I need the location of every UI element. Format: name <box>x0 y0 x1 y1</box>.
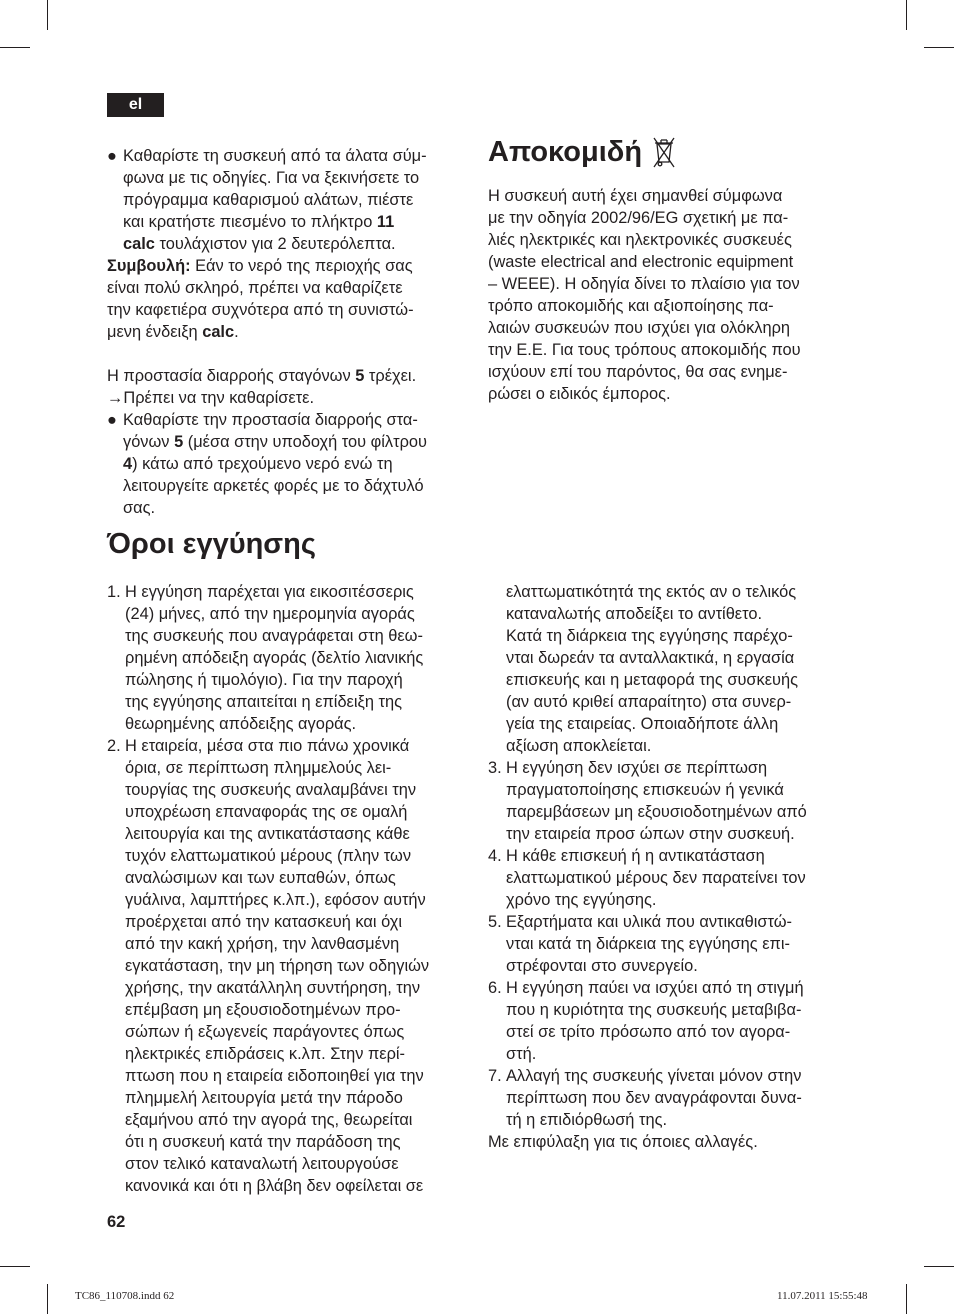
warranty-line: θεωρημένης απόδειξης αγοράς. <box>125 715 357 733</box>
warranty-line: (αν αυτό κριθεί απαραίτητο) στα συνερ- <box>506 693 792 711</box>
warranty-line: (24) μήνες, από την ημερομηνία αγοράς <box>125 605 415 623</box>
left-column-top <box>107 145 467 519</box>
warranty-line: ηλεκτρικές επιδράσεις κ.λπ. Στην περί- <box>125 1045 405 1063</box>
drip-clean-line: Καθαρίστε την προστασία διαρροής στα- <box>123 411 418 429</box>
item-number: 7. <box>488 1067 502 1085</box>
tip-line: μενη ένδειξη <box>107 323 203 341</box>
arrow-instruction <box>107 387 467 409</box>
drip-number: 5 <box>355 367 365 385</box>
drip-clean-num: 5 <box>174 433 184 451</box>
item-number: 3. <box>488 759 502 777</box>
tip-end: . <box>234 323 239 341</box>
disposal-line: λιές ηλεκτρικές και ηλεκτρονικές συσκευές <box>488 231 792 249</box>
disposal-line: ισχύουν επί του παρόντος, θα σας ενημε- <box>488 363 788 381</box>
warranty-line: της εγγύησης απαιτείται η επίδειξη της <box>125 693 403 711</box>
disposal-line: ρώσει ο ειδικός έμπορος. <box>488 385 671 403</box>
tip-text: Εάν το νερό της περιοχής σας <box>190 257 413 275</box>
warranty-line: ρημένη απόδειξη αγοράς (δελτίο λιανικής <box>125 649 424 667</box>
drip-text-end: τρέχει. <box>364 367 417 385</box>
warranty-item <box>107 581 469 735</box>
drip-clean-line: λειτουργείτε αρκετές φορές με το δάχτυλό <box>123 477 424 495</box>
disposal-line: (waste electrical and electronic equipment <box>488 253 794 271</box>
warranty-line: περίπτωση που δεν αναγράφονται δυνα- <box>506 1089 802 1107</box>
warranty-line: τουργίας της συσκευής αναλαμβάνει την <box>125 781 417 799</box>
warranty-line: πραγματοποίησης επισκευών ή γενικά <box>506 781 784 799</box>
disposal-line: την Ε.Ε. Για τους τρόπους αποκομιδής που <box>488 341 801 359</box>
descale-key-label: calc <box>123 235 155 253</box>
warranty-line: χρόνο της εγγύησης. <box>506 891 657 909</box>
warranty-line: προέρχεται από την κατασκευή και όχι <box>125 913 403 931</box>
language-tab: el <box>107 93 164 117</box>
tip-calc-key: calc <box>202 323 235 341</box>
crop-mark <box>924 47 954 48</box>
warranty-line: σώπων ή εξωγενείς παράγοντες όπως <box>125 1023 405 1041</box>
warranty-item <box>488 757 850 845</box>
disposal-line: Η συσκευή αυτή έχει σημανθεί σύμφωνα <box>488 187 783 205</box>
warranty-line: αναλώσιμων και των ευπαθών, όπως <box>125 869 396 887</box>
warranty-line: επισκευής και η μεταφορά της συσκευής <box>506 671 799 689</box>
warranty-item-continued <box>488 581 850 757</box>
warranty-line: πλημμελή λειτουργία μετά την πάροδο <box>125 1089 403 1107</box>
warranty-line: γυάλινα, λαμπτήρες κ.λπ.), εφόσον αυτήν <box>125 891 426 909</box>
warranty-item <box>488 977 850 1065</box>
drip-clean-line: (μέσα στην υποδοχή του φίλτρου <box>183 433 427 451</box>
drip-status <box>107 365 467 387</box>
warranty-heading <box>107 527 316 561</box>
warranty-line: νται δωρεάν τα ανταλλακτικά, η εργασία <box>506 649 795 667</box>
drip-clean-bullet <box>107 409 467 519</box>
arrow-text: Πρέπει να την καθαρίσετε. <box>123 389 315 407</box>
descale-bullet <box>107 145 467 255</box>
timestamp-slug: 11.07.2011 15:55:48 <box>777 1290 868 1302</box>
warranty-line: στή. <box>506 1045 537 1063</box>
warranty-line: λειτουργία και της αντικατάστασης κάθε <box>125 825 410 843</box>
crop-mark <box>47 0 48 30</box>
item-number: 6. <box>488 979 502 997</box>
arrow-right-icon: → <box>107 389 124 407</box>
warranty-line: Η εγγύηση παύει να ισχύει από τη στιγμή <box>506 979 804 997</box>
file-slug: TC86_110708.indd 62 <box>75 1290 175 1302</box>
warranty-line: χρήσης, την ακατάλληλη συντήρηση, την <box>125 979 421 997</box>
bullet-icon: ● <box>107 411 117 429</box>
warranty-line: πτωση που η εταιρεία ειδοποιηθεί για την <box>125 1067 424 1085</box>
warranty-line: νται κατά τη διάρκεια της εγγύησης επι- <box>506 935 790 953</box>
warranty-line: Η εγγύηση δεν ισχύει σε περίπτωση <box>506 759 768 777</box>
item-number: 1. <box>107 583 121 601</box>
crop-mark <box>906 0 907 30</box>
warranty-title: Όροι εγγύησης <box>107 528 316 560</box>
warranty-line: Αλλαγή της συσκευής γίνεται μόνον στην <box>506 1067 802 1085</box>
warranty-right-column <box>488 581 850 1153</box>
tip-line: την καφετιέρα συχνότερα από τη συνιστώ- <box>107 301 414 319</box>
crop-mark <box>0 47 30 48</box>
warranty-line: κανονικά και ότι η βλάβη δεν οφείλεται σε <box>125 1177 424 1195</box>
warranty-line: στρέφονται στο συνεργείο. <box>506 957 698 975</box>
warranty-line: εξαμήνου από την αγορά της, θεωρείται <box>125 1111 413 1129</box>
page-number: 62 <box>107 1213 126 1231</box>
warranty-line: που η κυριότητα της συσκευής μεταβιβα- <box>506 1001 802 1019</box>
warranty-line: γεία της εταιρείας. Οποιαδήποτε άλλη <box>506 715 779 733</box>
warranty-line: αξίωση αποκλείεται. <box>506 737 652 755</box>
warranty-line: την εταιρεία προσ ώπων στην συσκευή. <box>506 825 795 843</box>
warranty-line: ελαττωματικότητά της εκτός αν ο τελικός <box>506 583 797 601</box>
crop-mark <box>924 1266 954 1267</box>
disposal-line: – WEEE). Η οδηγία δίνει το πλαίσιο για τον <box>488 275 800 293</box>
warranty-line: όρια, σε περίπτωση πλημμελούς λει- <box>125 759 392 777</box>
crop-mark <box>0 1266 30 1267</box>
warranty-line: παρεμβάσεων μη εξουσιοδοτημένων από <box>506 803 807 821</box>
warranty-line: ελαττωματικού μέρους δεν παρατείνει τον <box>506 869 806 887</box>
warranty-item <box>488 845 850 911</box>
warranty-item <box>107 735 469 1197</box>
warranty-line: εγκατάσταση, την μη τήρηση των οδηγιών <box>125 957 430 975</box>
descale-key-number: 11 <box>376 213 395 231</box>
warranty-line: τυχόν ελαττωματικού μέρους (πλην των <box>125 847 412 865</box>
warranty-left-column <box>107 581 469 1197</box>
disposal-line: με την οδηγία 2002/96/EG σχετική με πα- <box>488 209 789 227</box>
warranty-line: καταναλωτής αποδείξει το αντίθετο. <box>506 605 763 623</box>
drip-clean-line: γόνων <box>123 433 175 451</box>
disposal-line: τρόπο αποκομιδής και αξιοποίησης πα- <box>488 297 774 315</box>
warranty-line: Η εγγύηση παρέχεται για εικοσιτέσσερις <box>125 583 414 601</box>
closing-note: Με επιφύλαξη για τις όποιες αλλαγές. <box>488 1133 758 1151</box>
warranty-line: Η κάθε επισκευή ή η αντικατάσταση <box>506 847 765 865</box>
warranty-line: στον τελικό καταναλωτή λειτουργούσε <box>125 1155 399 1173</box>
drip-text: Η προστασία διαρροής σταγόνων <box>107 367 356 385</box>
item-number: 5. <box>488 913 502 931</box>
drip-clean-line: σας. <box>123 499 156 517</box>
warranty-line: της συσκευής που αναγράφεται στη θεω- <box>125 627 423 645</box>
drip-clean-line: ) κάτω από τρεχούμενο νερό ενώ τη <box>132 455 393 473</box>
descale-text: Καθαρίστε τη συσκευή από τα άλατα σύμ- φωνα με τις οδηγίες. Για να ξεκινήσετε το πρόγραμμα καθαρισμού αλάτων, πιέστε και κρατήστε πιεσμένο το πλήκτρο <box>123 147 427 231</box>
drip-clean-num: 4 <box>123 455 133 473</box>
warranty-item <box>488 1065 850 1131</box>
warranty-line: υποχρέωση επαναφοράς της σε ομαλή <box>125 803 408 821</box>
disposal-body <box>488 185 848 405</box>
descale-tail: τουλάχιστον για 2 δευτερόλεπτα. <box>154 235 396 253</box>
disposal-heading <box>488 135 676 169</box>
warranty-line: από την κακή χρήση, την λανθασμένη <box>125 935 400 953</box>
warranty-line: Εξαρτήματα και υλικά που αντικαθιστώ- <box>506 913 793 931</box>
disposal-title: Αποκομιδή <box>488 136 643 168</box>
tip-line: είναι πολύ σκληρό, πρέπει να καθαρίζετε <box>107 279 403 297</box>
warranty-line: ότι η συσκευή κατά την παράδοση της <box>125 1133 401 1151</box>
tip-label: Συμβουλή: <box>107 257 191 275</box>
warranty-line: Η εταιρεία, μέσα στα πιο πάνω χρονικά <box>125 737 410 755</box>
item-number: 2. <box>107 737 121 755</box>
warranty-line: στεί σε τρίτο πρόσωπο από τον αγορα- <box>506 1023 791 1041</box>
warranty-line: Κατά τη διάρκεια της εγγύησης παρέχο- <box>506 627 793 645</box>
crossed-out-wheelie-bin-icon <box>652 135 676 169</box>
warranty-line: επέμβαση μη εξουσιοδοτημένων προ- <box>125 1001 401 1019</box>
crop-mark <box>906 1284 907 1314</box>
item-number: 4. <box>488 847 502 865</box>
warranty-item <box>488 911 850 977</box>
crop-mark <box>47 1284 48 1314</box>
warranty-line: τή η επιδιόρθωσή της. <box>506 1111 668 1129</box>
bullet-icon: ● <box>107 147 117 165</box>
disposal-line: λαιών συσκευών που ισχύει για ολόκληρη <box>488 319 791 337</box>
tip-paragraph <box>107 255 467 343</box>
warranty-line: πώλησης ή τιμολόγιο). Για την παροχή <box>125 671 403 689</box>
